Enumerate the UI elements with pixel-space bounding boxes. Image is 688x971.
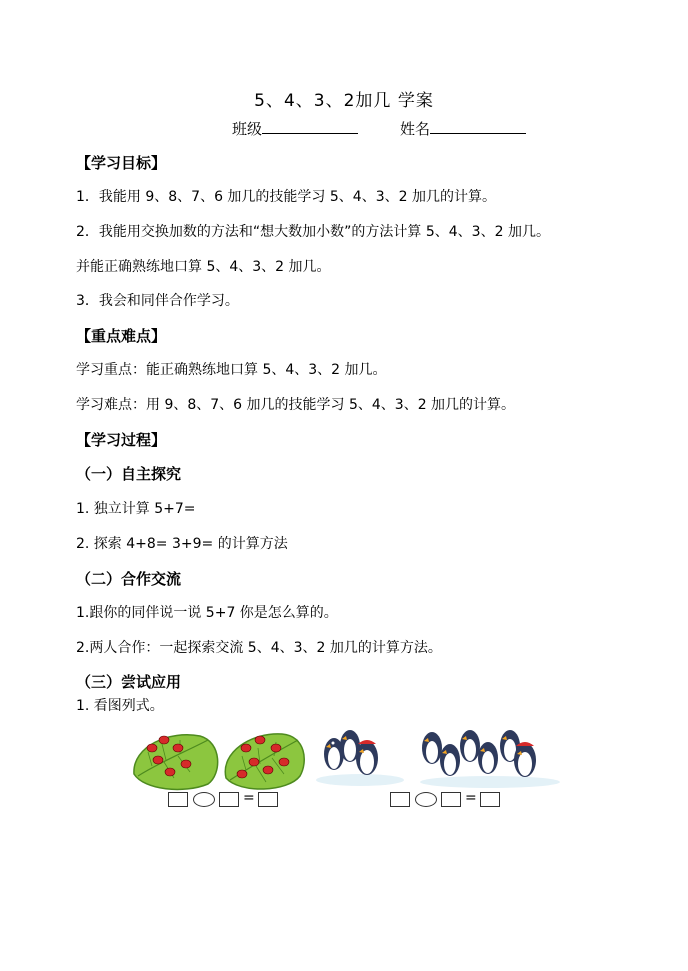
answer-box-2[interactable] [219,792,239,807]
process-heading: 【学习过程】 [76,431,167,449]
part2-heading: （二）合作交流 [76,570,182,588]
part2-item-2: 2.两人合作：一起探索交流 5、4、3、2 加几的计算方法。 [76,640,442,656]
leaf-left [134,735,218,790]
goals-heading: 【学习目标】 [76,154,167,172]
difficulty-point: 学习难点：用 9、8、7、6 加几的技能学习 5、4、3、2 加几的计算。 [76,397,516,413]
page-title: 5、4、3、2加几 学案 [254,91,434,111]
goal-2-cont: 并能正确熟练地口算 5、4、3、2 加几。 [76,259,331,275]
name-blank[interactable] [430,119,526,134]
answer-box-result-2[interactable] [480,792,500,807]
equals-sign-1: = [243,790,255,806]
penguin-icons [324,730,536,777]
part3-heading: （三）尝试应用 [76,673,182,691]
answer-box-4[interactable] [441,792,461,807]
goal-2: 2．我能用交换加数的方法和“想大数加小数”的方法计算 5、4、3、2 加几。 [76,224,550,240]
part1-item-1: 1. 独立计算 5+7= [76,501,196,517]
part3-item-1: 1. 看图列式。 [76,698,164,714]
answer-box-1[interactable] [168,792,188,807]
goal-3: 3．我会和同伴合作学习。 [76,293,239,309]
part1-item-2: 2. 探索 4+8= 3+9= 的计算方法 [76,536,288,552]
part2-item-1: 1.跟你的同伴说一说 5+7 你是怎么算的。 [76,605,338,621]
class-blank[interactable] [262,119,358,134]
key-heading: 【重点难点】 [76,327,167,345]
penguins-illustration [310,722,560,790]
operator-oval-1[interactable] [193,792,215,807]
operator-oval-2[interactable] [415,792,437,807]
class-label: 班级 [232,120,263,138]
name-field [400,118,526,139]
key-point: 学习重点：能正确熟练地口算 5、4、3、2 加几。 [76,362,387,378]
leaf-right [225,734,304,789]
goal-1: 1．我能用 9、8、7、6 加几的技能学习 5、4、3、2 加几的计算。 [76,189,496,205]
part1-heading: （一）自主探究 [76,465,182,483]
name-label: 姓名 [400,120,431,138]
answer-box-3[interactable] [390,792,410,807]
class-field [232,118,358,139]
equals-sign-2: = [465,790,477,806]
answer-box-result-1[interactable] [258,792,278,807]
ladybug-leaves-illustration [130,726,310,792]
